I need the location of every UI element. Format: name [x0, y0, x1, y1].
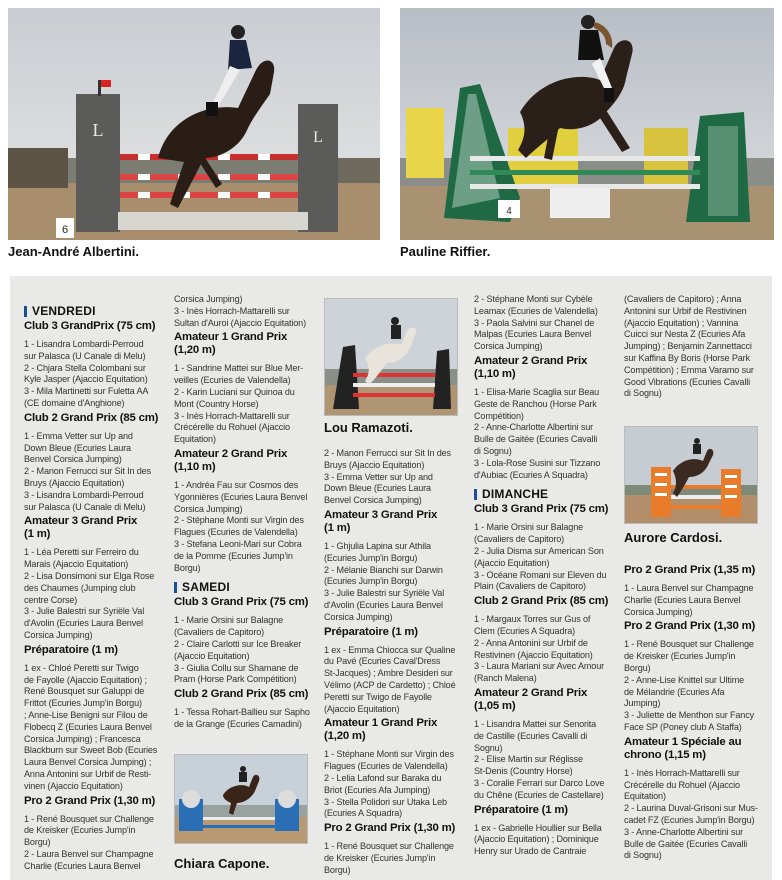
- event-heading: Club 3 Grand Prix (75 cm): [474, 503, 609, 516]
- photo-aurore-cardosi: [624, 426, 758, 524]
- results-column-1: [24, 304, 164, 872]
- event-heading: Amateur 2 Grand Prix: [474, 686, 588, 699]
- results-list: 1 - Laura Benvel sur Champagne Charlie (Ecuries Laura Benvel Corsica Jumping): [624, 583, 754, 617]
- results-list: 1 - Elisa-Marie Scaglia sur Beau Geste de Ranchou (Horse Park Compétition) 2 - Anne-Charlotte Albertini sur Bulle de Gaitée (Ecuries Cavalli di Sognu) 3 - Lola-Rose Susini sur Tizzano d'Aubiac (Ecuries A Squadra): [474, 386, 601, 480]
- results-list: 1 - Marie Orsini sur Balagne (Cavaliers de Capitoro) 2 - Claire Carlotti sur Ice Breaker (Ajaccio Equitation) 3 - Giulia Collu sur Shamane de Pram (Horse Park Compétition): [174, 615, 302, 685]
- blue-bar-icon: [24, 306, 27, 317]
- photo-chiara-capone: [174, 754, 308, 844]
- results-list: Corsica Jumping) 3 - Inès Horrach-Mattarelli sur Sultan d'Auroi (Ajaccio Equitation): [174, 294, 306, 328]
- results-column-4: [474, 294, 614, 858]
- photo-lou-ramazoti: [324, 298, 458, 416]
- event-heading: Amateur 2 Grand Prix: [174, 447, 288, 460]
- results-list: 1 - René Bousquet sur Challenge de Kreisker (Ecuries Jump'in Borgu) 2 - Laura Benvel sur Champagne Charlie (Ecuries Laura Benvel: [24, 813, 154, 871]
- event-heading: Pro 2 Grand Prix (1,30 m): [24, 794, 156, 807]
- event-heading: Préparatoire (1 m): [24, 643, 118, 656]
- event-heading: Amateur 1 Spéciale au: [624, 735, 742, 748]
- results-column-5b: [624, 562, 764, 862]
- caption-top-right: Pauline Riffier.: [400, 244, 491, 259]
- results-list: 1 - Tessa Rohart-Ballieu sur Sapho de la Grange (Ecuries Camadini): [174, 707, 310, 729]
- event-heading: Club 2 Grand Prix (85 cm): [24, 411, 159, 424]
- results-list: 1 - Sandrine Mattei sur Blue Mer- veilles (Ecuries de Valendella) 2 - Karin Luciani sur Quinoa du Mont (Country Horse) 3 - Inès Horrach-Mattarelli sur Crécérelle du Rohuel (Ajaccio Equitation): [174, 363, 303, 445]
- results-list: 1 - René Bousquet sur Challenge de Kreisker (Ecuries Jump'in Borgu): [324, 841, 454, 875]
- results-list: 1 ex - Chloé Peretti sur Twigo de Fayolle (Ajaccio Equitation) ; René Bousquet sur Galuppi de Frittot (Ecuries Jump'in Borgu) ; Anne-Lise Benigni sur Filou de Flobecq Z (Ecuries Laura Benvel Corsica Jumping) ; Francesca Blackburn sur Sweet Bob (Ecuries Laura Benvel Corsica Jumping) ; Anna Antonini sur Urbif de Resti- vinen (Ajaccio Equitation): [24, 662, 158, 791]
- event-heading: (1 m): [324, 521, 351, 534]
- blue-bar-icon: [474, 489, 477, 500]
- event-heading: (1,10 m): [174, 460, 216, 473]
- day-heading-samedi: SAMEDI: [174, 580, 314, 594]
- results-list: (Cavaliers de Capitoro) ; Anna Antonini sur Urbif de Restivinen (Ajaccio Equitation) ; Vannina Cuicci sur Nesta Z (Ecuries Afa Jumping) ; Benjamin Zannettacci sur Kaffina By Boris (Horse Park Compétition) ; Emma Varamo sur Good Vibrations (Ecuries Cavalli di Sognu): [624, 294, 754, 399]
- results-list: 1 - Inès Horrach-Mattarelli sur Crécérelle du Rohuel (Ajaccio Equitation) 2 - Laurina Duval-Grisoni sur Mus- cadet FZ (Ecuries Jump'in Borgu) 3 - Anne-Charlotte Albertini sur Bulle de Gaitée (Ecuries Cavalli di Sognu): [624, 767, 758, 861]
- photo-jean-andre-albertini: [8, 8, 380, 240]
- results-column-5: [624, 294, 764, 400]
- caption-chiara: Chiara Capone.: [174, 856, 270, 871]
- event-heading: Club 3 Grand Prix (75 cm): [174, 596, 309, 609]
- event-heading: (1 m): [24, 528, 51, 541]
- event-heading: Amateur 3 Grand Prix: [24, 515, 138, 528]
- event-heading: (1,20 m): [174, 344, 216, 357]
- caption-lou: Lou Ramazoti.: [324, 420, 413, 435]
- event-heading: Pro 2 Grand Prix (1,35 m): [624, 564, 756, 576]
- results-list: 1 - Marie Orsini sur Balagne (Cavaliers de Capitoro) 2 - Julia Disma sur American Son (Ajaccio Equitation) 3 - Océane Romani sur Eleven du Plain (Cavaliers de Capitoro): [474, 522, 607, 592]
- results-list: 1 - Andréa Fau sur Cosmos des Ygonnières (Ecuries Laura Benvel Corsica Jumping) 2 - Stéphane Monti sur Virgin des Flagues (Ecuries de Valendella) 3 - Stefana Leoni-Mari sur Cobra de la Pomme (Ecuries Jump'in Borgu): [174, 479, 308, 573]
- results-list: 1 - Ghjulia Lapina sur Athila (Ecuries Jump'in Borgu) 2 - Mélanie Bianchi sur Darwin (Ecuries Jump'in Borgu) 3 - Julie Balestri sur Syriële Val d'Avolin (Ecuries Laura Benvel Corsica Jumping): [324, 540, 445, 622]
- svg-text:L: L: [313, 129, 323, 146]
- caption-top-left: Jean-André Albertini.: [8, 244, 139, 259]
- event-heading: Préparatoire (1 m): [474, 803, 568, 816]
- results-list: 1 - Lisandra Lombardi-Perroud sur Palasca (U Canale di Melu) 2 - Chjara Stella Colombani sur Kyle Jasper (Ajaccio Equitation) 3 - Mila Martinetti sur Fuletta AA (CE domaine d'Anghione): [24, 339, 149, 408]
- event-heading: (1,10 m): [474, 367, 516, 380]
- event-heading: (1,05 m): [474, 699, 516, 712]
- blue-bar-icon: [174, 582, 177, 593]
- results-list: 1 - Emma Vetter sur Up and Down Bleue (Ecuries Laura Benvel Corsica Jumping) 2 - Manon Ferrucci sur Sit In des Bruys (Ajaccio Equitation) 3 - Lisandra Lombardi-Perroud sur Palasca (U Canale di Melu): [24, 430, 151, 512]
- event-heading: (1,20 m): [324, 730, 366, 743]
- results-list: 1 ex - Gabrielle Houllier sur Bella (Ajaccio Equitation) ; Dominique Henry sur Urado de Cantraie: [474, 822, 602, 857]
- event-heading: Préparatoire (1 m): [324, 625, 418, 638]
- event-heading: Amateur 2 Grand Prix: [474, 354, 588, 367]
- event-heading: Amateur 1 Grand Prix: [324, 717, 438, 730]
- results-list: 1 - Lisandra Mattei sur Senorita de Castille (Ecuries Cavalli di Sognu) 2 - Elise Martin sur Réglisse St-Denis (Country Horse) 3 - Coralie Ferrari sur Darco Love du Chêne (Ecuries de Castellare): [474, 718, 605, 800]
- results-list: 1 - Léa Peretti sur Ferreiro du Marais (Ajaccio Equitation) 2 - Lisa Donsimoni sur Elga Rose des Chaumes (Jumping club centre Corse) 3 - Julie Balestri sur Syriële Val d'Avolin (Ecuries Laura Benvel Corsica Jumping): [24, 547, 155, 640]
- event-heading: chrono (1,15 m): [624, 748, 706, 761]
- results-column-2: [174, 294, 314, 731]
- results-list: 1 - Margaux Torres sur Gus of Clem (Ecuries A Squadra) 2 - Anna Antonini sur Urbif de Restivinen (Ajaccio Equitation) 3 - Laura Mariani sur Avec Amour (Ranch Malena): [474, 614, 604, 684]
- results-list: 2 - Stéphane Monti sur Cybèle Leamax (Ecuries de Valendella) 3 - Paola Salvini sur Chanel de Malpas (Ecuries Laura Benvel Corsica Jumping): [474, 294, 598, 352]
- photo-pauline-riffier: [400, 8, 774, 240]
- event-heading: Club 3 GrandPrix (75 cm): [24, 320, 156, 332]
- day-heading-vendredi: VENDREDI: [24, 304, 164, 318]
- event-heading: Pro 2 Grand Prix (1,30 m): [624, 620, 756, 633]
- day-heading-dimanche: DIMANCHE: [474, 487, 614, 501]
- results-list: 1 ex - Emma Chiocca sur Qualine du Pavé (Ecuries Caval'Dress St-Jacques) ; Ambre Desideri sur Vélimo (ACP de Cardetto) ; Chloé Peretti sur Twigo de Fayolle (Ajaccio Equitation): [324, 644, 456, 714]
- results-list: 1 - René Bousquet sur Challenge de Kreisker (Ecuries Jump'in Borgu) 2 - Anne-Lise Knittel sur Ultime de Mélandrie (Ecuries Afa Jumping) 3 - Juliette de Menthon sur Fancy Face SP (Poney club A Staffa): [624, 639, 755, 732]
- event-heading: Club 2 Grand Prix (85 cm): [174, 688, 309, 701]
- event-heading: Amateur 3 Grand Prix: [324, 508, 438, 521]
- svg-text:6: 6: [61, 224, 69, 236]
- caption-aurore: Aurore Cardosi.: [624, 530, 723, 545]
- results-list: 2 - Manon Ferrucci sur Sit In des Bruys (Ajaccio Equitation) 3 - Emma Vetter sur Up and Down Bleue (Ecuries Laura Benvel Corsica Jumping): [324, 448, 451, 506]
- results-list: 1 - Stéphane Monti sur Virgin des Flagues (Ecuries de Valendella) 2 - Lelia Lafond sur Baraka du Briot (Ecuries Afa Jumping) 3 - Stella Polidori sur Utaka Leb (Ecuries A Squadra): [324, 749, 454, 819]
- event-heading: Amateur 1 Grand Prix: [174, 331, 288, 344]
- results-column-3: [324, 448, 464, 877]
- svg-text:L: L: [92, 120, 104, 140]
- event-heading: Club 2 Grand Prix (85 cm): [474, 595, 609, 608]
- svg-text:4: 4: [506, 206, 512, 217]
- event-heading: Pro 2 Grand Prix (1,30 m): [324, 822, 456, 835]
